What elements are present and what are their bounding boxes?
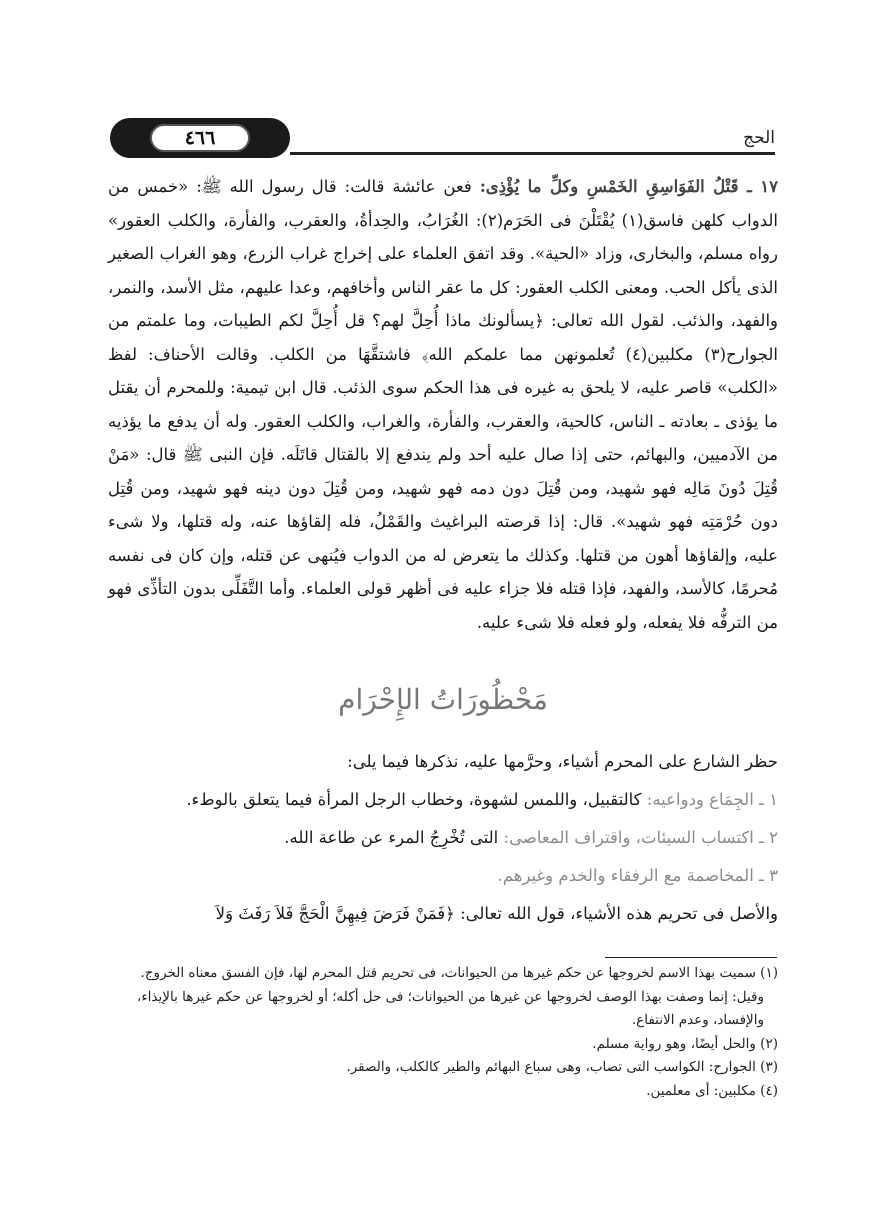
closing-line: والأصل فى تحريم هذه الأشياء، قول الله تعالى: ﴿فَمَنْ فَرَضَ فِيهِنَّ الْحَجَّ فَلاَ رَفَثَ وَلاَ xyxy=(215,904,778,923)
page-header xyxy=(110,118,775,158)
list-item-text: كالتقبيل، واللمس لشهوة، وخطاب الرجل المرأة فيما يتعلق بالوطء. xyxy=(186,790,647,809)
header-rule xyxy=(290,152,775,155)
footnote-4: (٤) مكلبين: أى معلمين. xyxy=(646,1082,778,1099)
section-heading: مَحْظُورَاتُ الإِحْرَام xyxy=(338,683,548,716)
list-item xyxy=(108,857,778,895)
page-number: ٤٦٦ xyxy=(150,124,250,152)
list-item xyxy=(108,819,778,857)
list-item xyxy=(108,781,778,819)
section-intro: حظر الشارع على المحرم أشياء، وحرَّمها عليه، نذكرها فيما يلى: xyxy=(347,752,778,771)
footnotes xyxy=(108,962,778,1103)
page-number-badge xyxy=(110,118,290,158)
footnote-rule xyxy=(605,957,777,958)
prohibitions-list xyxy=(108,743,778,933)
footnote-1: (١) سميت بهذا الاسم لخروجها عن حكم غيرها من الحيوانات، فى تحريم قتل المحرم لها، فإن الفسق معناه الخروج. xyxy=(140,965,778,981)
main-paragraph xyxy=(108,170,778,639)
paragraph-lead: ١٧ ـ قَتْلُ الفَوَاسِقِ الخَمْسِ وكلِّ ما يُؤْذِى: xyxy=(479,177,778,196)
footnote-1-continued: وقيل: إنما وصفت بهذا الوصف لخروجها عن غيرها من الحيوانات؛ فى حل أكله؛ أو لخروجها عن حكم غيرها بالإيذاء، والإفساد، وعدم الانتفاع. xyxy=(136,988,764,1028)
list-item-lead: ٣ ـ المخاصمة مع الرفقاء والخدم وغيرهم. xyxy=(497,866,778,885)
chapter-title: الحج xyxy=(743,128,775,148)
paragraph-text: فعن عائشة قالت: قال رسول الله ﷺ: «خمس من الدواب كلهن فاسق(١) يُقْتَلْنَ فى الحَرَم(٢): الغُرَابُ، والحِدأةُ، والعقرب، والفأرة، والكلب العقور» رواه مسلم، والبخارى، وزاد «الحية». وقد اتفق العلماء على إخراج غراب الزرع، وهو الغراب الصغير الذى يأكل الحب. ومعنى الكلب العقور: كل ما عقر الناس وأخافهم، وعدا عليهم، مثل الأسد، والنمر، والفهد، والذئب. لقول الله تعالى: ﴿يسألونك ماذا أُحِلَّ لهم؟ قل أُحِلَّ لكم الطيبات، وما علمتم من الجوارح(٣) مكلبين(٤) تُعلمونهن مما علمكم الله﴾ فاشتقَّهَا من الكلب. وقالت الأحناف: لفظ «الكلب» قاصر عليه، لا يلحق به غيره فى هذا الحكم سوى الذئب. قال ابن تيمية: وللمحرم أن يقتل ما يؤذى ـ بعادته ـ الناس، كالحية، والعقرب، والفأرة، والغراب، والكلب العقور. وله أن يدفع ما يؤذيه من الآدميين، والبهائم، حتى إذا صال عليه أحد ولم يندفع إلا بالقتال قاتَلَه. فإن النبى ﷺ قال: «مَنْ قُتِلَ دُونَ مَالِه فهو شهيد، ومن قُتِلَ دون دمه فهو شهيد، ومن قُتِلَ دون دينه فهو شهيد، ومن قُتِل دون حُرْمَتِه فهو شهيد». قال: إذا قرصته البراغيث والقَمْلُ، فله إلقاؤها عنه، وله قتلها، ولا شىء عليه، وإلقاؤها أهون من قتلها. وكذلك ما يتعرض له من الدواب فيُنهى عن قتله، وإن كان فى نفسه مُحرمًا، كالأسد، والفهد، فإذا قتله فلا جزاء عليه فى أظهر قولى العلماء. وأما التَّفَلِّى بدون التأذِّى فهو من الترفُّه فلا يفعله، ولو فعله فلا شىء عليه. xyxy=(108,177,778,632)
footnote-2: (٢) والحل أيضًا، وهو رواية مسلم. xyxy=(592,1035,778,1052)
footnote-3: (٣) الجوارح: الكواسب التى تصاب، وهى سباع البهائم والطير كالكلب، والصقر. xyxy=(346,1059,778,1075)
list-item-lead: ١ ـ الجِمَاع ودواعيه: xyxy=(646,790,778,809)
list-item-lead: ٢ ـ اكتساب السيئات، واقتراف المعاصى: xyxy=(503,828,778,847)
list-item-text: التى تُخْرِجُ المرء عن طاعة الله. xyxy=(284,828,504,847)
